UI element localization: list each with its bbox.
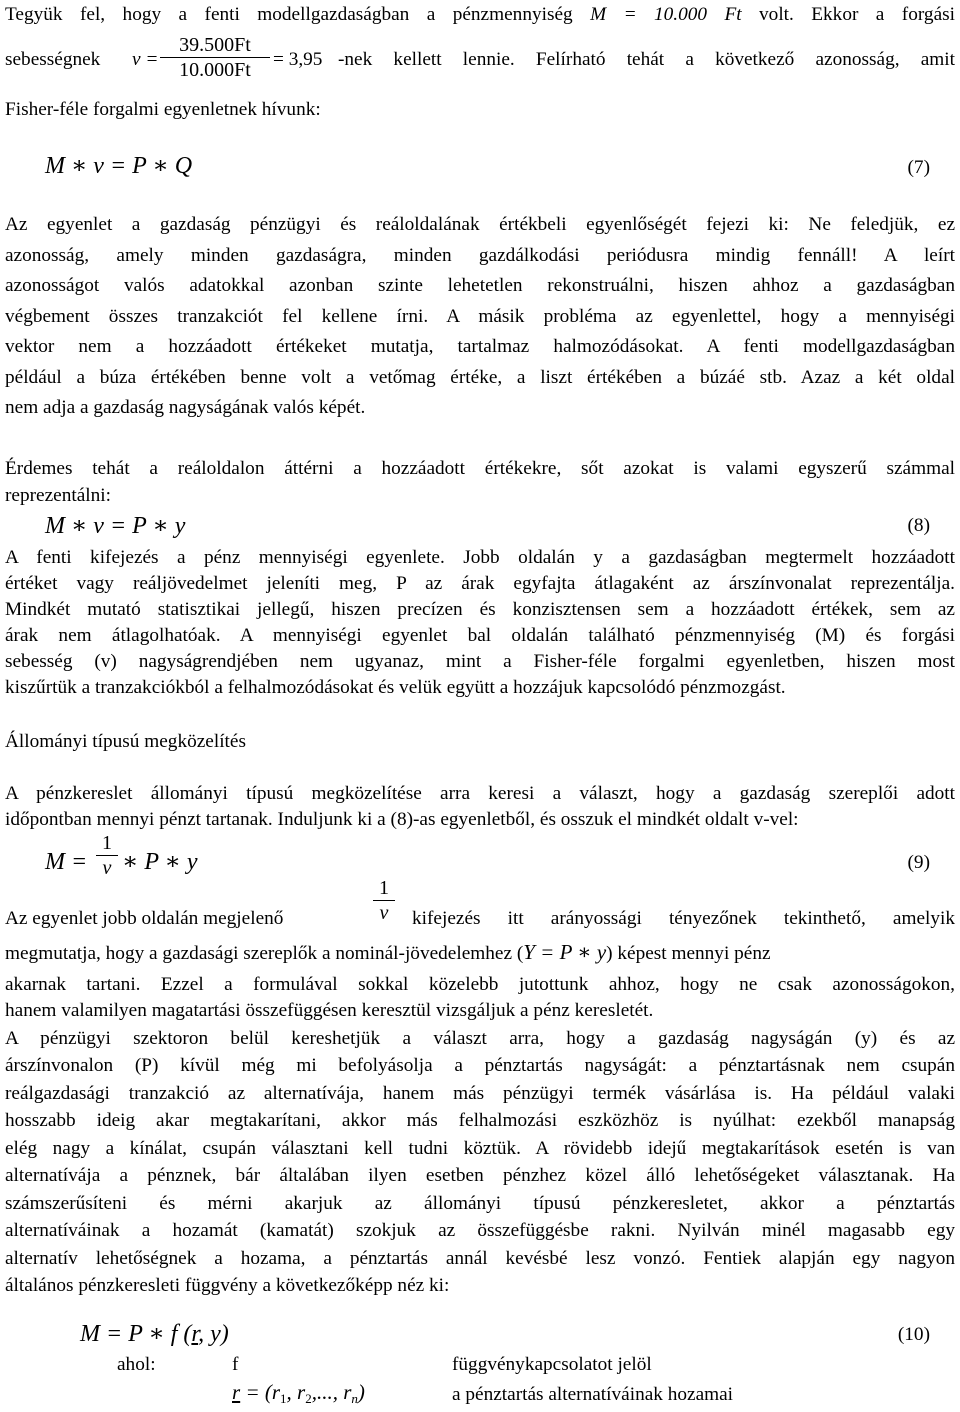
intro-line-3: Fisher-féle forgalmi egyenletnek hívunk:: [5, 99, 321, 120]
para2-line: Érdemes tehát a reáloldalon áttérni a hozzáadott értékekre, sőt azokat is valami egyszerű számmal: [5, 458, 955, 479]
para6-line: A pénzügyi szektoron belül kereshetjük a választ arra, hogy a gazdaság nagyságán (y) és az: [5, 1028, 955, 1049]
para6-line: árszínvonalon (P) kívül még mi befolyásolja a pénztartás nagyságát: a pénztartásnak nem csupán: [5, 1055, 955, 1076]
para6-line: általános pénzkeresleti függvény a következőképp néz ki:: [5, 1275, 450, 1296]
para1-line: végbement összes tranzakciót fel kellene írni. A másik probléma az egyenlettel, hogy a mennyiségi: [5, 306, 955, 327]
para5-line-2: [5, 940, 955, 966]
equation-10-part: , y): [198, 1321, 229, 1347]
intro-text: volt. Ekkor a forgási: [759, 4, 955, 25]
para5-line: akarnak tartani. Ezzel a formulával sokkal közelebb jutottunk ahhoz, hogy ne csak azonosságokon,: [5, 974, 955, 995]
para4-line: időpontban mennyi pénzt tartanak. Induljunk ki a (8)-as egyenletből, és osszuk el mindkét oldalt v-vel:: [5, 809, 799, 830]
fraction-numerator: 39.500Ft: [179, 34, 251, 56]
para6-line: alternatíváinak a hozamát (kamatát) szokjuk az összefüggésbe rakni. Nyilván minél magasabb egy: [5, 1220, 955, 1241]
equation-10: [80, 1320, 229, 1348]
f-description: függvénykapcsolatot jelöl: [452, 1354, 652, 1375]
intro-text: Tegyük fel, hogy a fenti modellgazdaságban a pénzmennyiség: [5, 4, 573, 25]
equation-9-rhs: ∗ P ∗ y: [122, 849, 198, 875]
para6-line: hosszabb ideig akar megtakarítani, akkor más felhalmozási eszközhöz is nyúlhat: ezekből manapság: [5, 1110, 955, 1131]
para3-line: sebesség (v) nagyságrendjében nem ugyanaz, mint a Fisher-féle forgalmi egyenletben, hiszen most: [5, 651, 955, 672]
equation-9-lhs: M =: [45, 849, 88, 875]
para3-line: értéket vagy reáljövedelmet jeleníti meg, P az árak egyfajta átlagaként az árszínvonalat reprezentálja.: [5, 573, 955, 594]
intro-line-1: [5, 2, 955, 27]
equation-8-number: (8): [907, 515, 930, 536]
r-description: a pénztartás alternatíváinak hozamai: [452, 1384, 734, 1405]
fraction-bar: [373, 900, 395, 901]
equation-8: M ∗ v = P ∗ y: [45, 513, 186, 539]
inline-fraction: [373, 877, 395, 924]
fraction-numerator: 1: [379, 877, 389, 899]
para5-line: hanem valamilyen magatartási összefüggésen keresztül vizsgáljuk a pénz keresletét.: [5, 1000, 654, 1021]
para3-line: A fenti kifejezés a pénz mennyiségi egyenlete. Jobb oldalán y a gazdaságban megtermelt hozzáadott: [5, 547, 955, 568]
intro-line-2-rest: -nek kellett lennie. Felírható tehát a következő azonosság, amit: [338, 49, 955, 70]
para1-line: vektor nem a hozzáadott értékeket mutatja, tartalmaz halmozódásokat. A fenti modellgazdaságban: [5, 336, 955, 357]
para5-text: kifejezés itt arányossági tényezőnek tekinthető, amelyik: [412, 908, 955, 929]
subscript: n: [351, 1391, 358, 1406]
para6-line: reálgazdasági tranzakció az alternatívája, hanem más pénzügyi termék vásárlása is. Ha például valaki: [5, 1083, 955, 1104]
para3-line: árak nem átlagolhatóak. A mennyiségi egyenlet bal oldalán található pénzmennyiség (M) és forgási: [5, 625, 955, 646]
velocity-fraction: [160, 34, 270, 81]
velocity-result: = 3,95: [273, 49, 323, 70]
para5-text: Az egyenlet jobb oldalán megjelenő: [5, 908, 284, 929]
f-symbol: f: [232, 1354, 239, 1375]
velocity-symbol: v =: [132, 49, 159, 70]
para2-line: reprezentálni:: [5, 485, 111, 506]
fraction-numerator: 1: [102, 832, 112, 854]
fraction-denominator: v: [102, 857, 112, 879]
yield-vector-symbol: r: [232, 1380, 241, 1404]
r-definition: [232, 1380, 365, 1411]
para6-line: alternatívája a pénznek, bár általában ilyen esetben pénzhez közel álló lehetőségeket választanak. Ha: [5, 1165, 955, 1186]
para6-line: alternatív lehetőségnek a hozama, a pénztartás annál kevésbé lesz vonzó. Fentiek alapján egy nagyon: [5, 1248, 955, 1269]
fraction-bar: [96, 855, 118, 856]
para1-line: Az egyenlet a gazdaság pénzügyi és reáloldalának értékbeli egyenlőségét fejezi ki: Ne feledjük, ez: [5, 214, 955, 235]
para1-line: nem adja a gazdaság nagyságának valós képét.: [5, 397, 366, 418]
equation-9-fraction: [96, 832, 118, 879]
para1-line: azonosság, amely minden gazdaságra, minden gazdálkodási periódusra mindig fennáll! A leírt: [5, 245, 955, 266]
yield-vector-symbol: r: [191, 1321, 199, 1347]
r-definition-part: ,..., r: [311, 1380, 352, 1404]
para5-text: megmutatja, hogy a gazdasági szereplők a nominál-jövedelemhez (: [5, 943, 524, 964]
equation-7: M ∗ v = P ∗ Q: [45, 153, 193, 179]
equation-9-number: (9): [907, 852, 930, 873]
para6-line: elég nagy a kínálat, csupán választani kell tudni köztük. A rövidebb idejű megtakarítások esetén is van: [5, 1138, 955, 1159]
equation-7-number: (7): [907, 157, 930, 178]
para5-text: ) képest mennyi pénz: [606, 943, 771, 964]
r-definition-part: , r: [286, 1380, 306, 1404]
equation-10-number: (10): [897, 1324, 930, 1345]
subscript: 2: [305, 1391, 312, 1406]
money-supply-value: M = 10.000 Ft: [590, 4, 742, 25]
para4-line: A pénzkereslet állományi típusú megközelítése arra keresi a választ, hogy a gazdaság szereplői adott: [5, 783, 955, 804]
intro-text: sebességnek: [5, 49, 101, 70]
r-definition-part: = (r: [245, 1380, 281, 1404]
subscript: 1: [280, 1391, 287, 1406]
equation-10-part: M = P ∗ f (: [80, 1321, 192, 1347]
fraction-bar: [160, 57, 270, 58]
section-heading: Állományi típusú megközelítés: [5, 731, 246, 752]
fraction-denominator: 10.000Ft: [179, 59, 251, 81]
para1-line: azonosságot valós adatokkal azonban szinte lehetetlen rekonstruálni, hiszen ahhoz a gazdaságban: [5, 275, 955, 296]
where-label: ahol:: [117, 1354, 156, 1375]
para3-line: kiszűrtük a tranzakciókból a felhalmozódásokat és velük együtt a hozzájuk kapcsolódó pénzmozgást.: [5, 677, 786, 698]
fraction-denominator: v: [379, 902, 389, 924]
nominal-income-formula: Y = P ∗ y: [523, 940, 607, 964]
para3-line: Mindkét mutató statisztikai jellegű, hiszen precízen és konzisztensen sem a hozzáadott értékek, sem az: [5, 599, 955, 620]
r-definition-part: ): [357, 1380, 365, 1404]
para1-line: például a búza értékében benne volt a vetőmag értéke, a liszt értékében a búzáé stb. Azaz a két oldal: [5, 367, 955, 388]
para6-line: számszerűsíteni és mérni akarjuk az állományi típusú pénzkeresletet, akkor a pénztartás: [5, 1193, 955, 1214]
